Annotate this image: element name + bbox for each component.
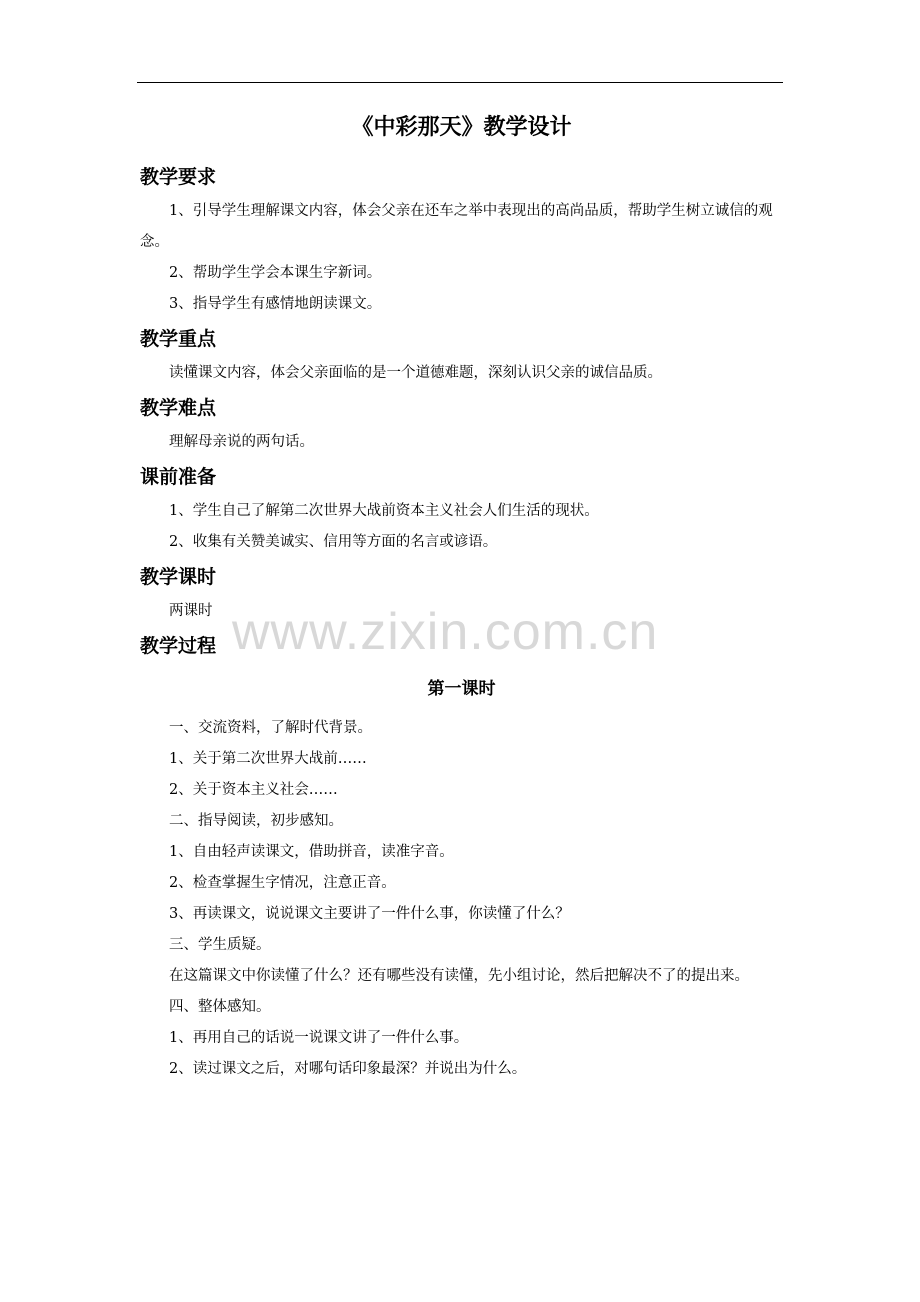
paragraph: 理解母亲说的两句话。 [169,434,314,450]
header-rule [137,82,783,83]
section-heading: 教学难点 [140,397,217,419]
paragraph: 1、学生自己了解第二次世界大战前资本主义社会人们生活的现状。 [169,503,599,519]
section-heading: 教学重点 [140,328,217,350]
watermark: www.zixin.com.cn [232,603,659,661]
paragraph: 二、指导阅读，初步感知。 [169,813,343,829]
paragraph: 1、再用自己的话说一说课文讲了一件什么事。 [169,1030,469,1046]
paragraph: 读懂课文内容，体会父亲面临的是一个道德难题，深刻认识父亲的诚信品质。 [169,365,662,381]
paragraph: 2、收集有关赞美诚实、信用等方面的名言或谚语。 [169,534,498,550]
section-heading: 课前准备 [140,466,217,488]
section-heading: 教学要求 [140,166,217,188]
paragraph: 一、交流资料，了解时代背景。 [169,720,372,736]
paragraph: 2、关于资本主义社会…… [169,782,338,798]
section-preparation [140,458,783,558]
paragraph: 三、学生质疑。 [169,937,271,953]
paragraph: 1、关于第二次世界大战前…… [169,751,367,767]
lesson-one [140,665,783,1085]
paragraph: 3、指导学生有感情地朗读课文。 [169,296,382,312]
section-requirements [140,158,783,320]
section-heading: 教学课时 [140,566,217,588]
paragraph: 两课时 [169,603,213,619]
paragraph: 1、引导学生理解课文内容，体会父亲在还车之举中表现出的高尚品质，帮助学生树立诚信的观念。 [140,203,773,250]
paragraph: 2、读过课文之后，对哪句话印象最深？并说出为什么。 [169,1061,527,1077]
section-difficulties [140,389,783,458]
paragraph: 2、帮助学生学会本课生字新词。 [169,265,382,281]
paragraph: 四、整体感知。 [169,999,271,1015]
document-body [140,110,783,1085]
section-heading: 教学过程 [140,635,217,657]
lesson-title: 第一课时 [427,679,496,699]
paragraph: 2、检查掌握生字情况，注意正音。 [169,875,396,891]
paragraph: 1、自由轻声读课文，借助拼音，读准字音。 [169,844,454,860]
document-title: 《中彩那天》教学设计 [351,114,572,140]
section-key-points [140,320,783,389]
paragraph: 在这篇课文中你读懂了什么？还有哪些没有读懂，先小组讨论，然后把解决不了的提出来。 [169,968,749,984]
paragraph: 3、再读课文，说说课文主要讲了一件什么事，你读懂了什么？ [169,906,570,922]
